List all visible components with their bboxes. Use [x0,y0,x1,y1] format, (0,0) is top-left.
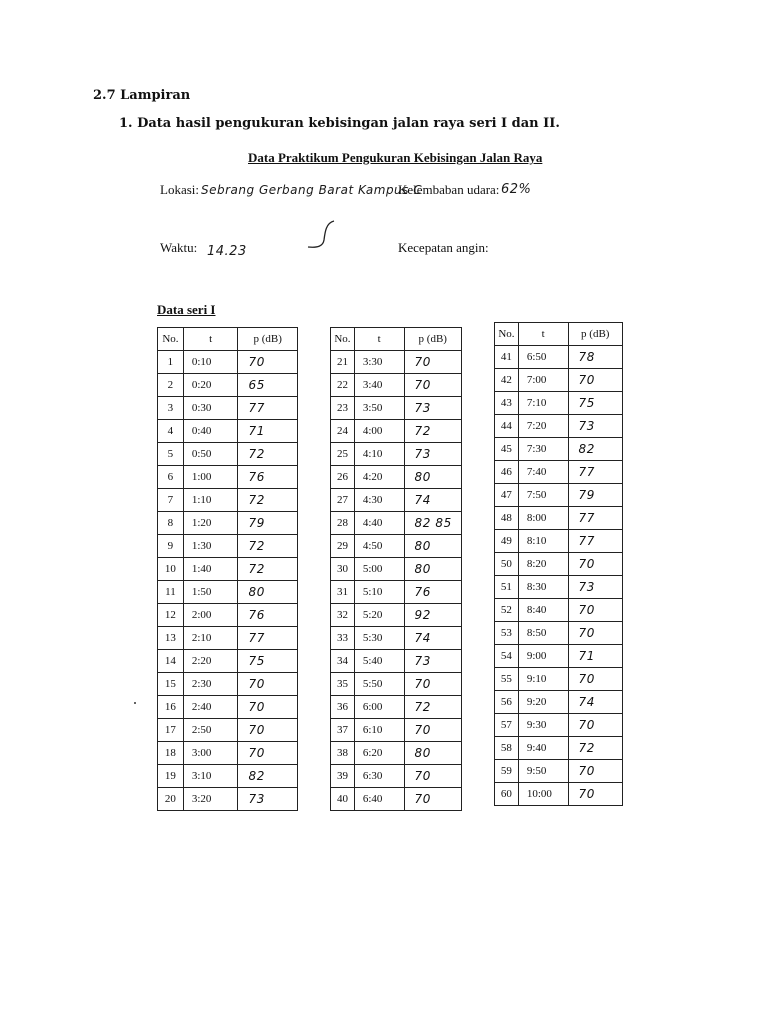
table-row [331,351,462,374]
table-row [158,374,298,397]
row-noise-level: 73 [568,415,622,438]
row-number: 15 [158,673,184,696]
row-time: 9:10 [518,668,568,691]
row-time: 2:00 [183,604,238,627]
header-no: No. [331,328,355,351]
row-number: 34 [331,650,355,673]
row-number: 24 [331,420,355,443]
row-number: 17 [158,719,184,742]
row-number: 43 [495,392,519,415]
table-row [331,443,462,466]
row-noise-level: 65 [238,374,298,397]
row-number: 53 [495,622,519,645]
row-noise-level: 70 [404,673,462,696]
table-row [158,650,298,673]
row-noise-level: 80 [404,742,462,765]
row-time: 5:50 [354,673,404,696]
stray-mark [134,702,136,704]
table-row [495,507,623,530]
row-noise-level: 70 [568,622,622,645]
row-noise-level: 72 [238,558,298,581]
table-row [495,783,623,806]
row-noise-level: 79 [238,512,298,535]
row-noise-level: 80 [238,581,298,604]
row-noise-level: 71 [238,420,298,443]
row-number: 12 [158,604,184,627]
table-row [331,742,462,765]
row-noise-level: 82 [568,438,622,461]
row-noise-level: 79 [568,484,622,507]
table-row [158,673,298,696]
row-number: 58 [495,737,519,760]
table-row [495,438,623,461]
table-row [158,765,298,788]
table-row [158,443,298,466]
row-noise-level: 70 [404,719,462,742]
row-noise-level: 70 [238,351,298,374]
row-noise-level: 82 [238,765,298,788]
row-number: 35 [331,673,355,696]
row-noise-level: 73 [404,397,462,420]
row-time: 5:40 [354,650,404,673]
row-number: 48 [495,507,519,530]
row-time: 5:30 [354,627,404,650]
table-row [495,599,623,622]
table-row [331,535,462,558]
table-row [158,351,298,374]
row-time: 2:50 [183,719,238,742]
row-time: 1:40 [183,558,238,581]
kelembaban-value: 62% [501,182,532,197]
header-t: t [354,328,404,351]
table-row [495,576,623,599]
row-number: 13 [158,627,184,650]
row-noise-level: 72 [568,737,622,760]
table-row [158,627,298,650]
header-p: p (dB) [568,323,622,346]
table-row [331,627,462,650]
row-number: 55 [495,668,519,691]
row-number: 5 [158,443,184,466]
row-number: 49 [495,530,519,553]
kelembaban-label: Kelembaban udara: [398,182,500,197]
row-number: 38 [331,742,355,765]
header-no: No. [495,323,519,346]
row-noise-level: 77 [568,461,622,484]
section-heading: 2.7 Lampiran [93,88,191,103]
kecepatan-angin-label: Kecepatan angin: [398,240,489,255]
row-noise-level: 77 [238,397,298,420]
row-number: 41 [495,346,519,369]
row-number: 4 [158,420,184,443]
table-row [158,604,298,627]
table-row [331,673,462,696]
row-time: 5:20 [354,604,404,627]
row-time: 1:10 [183,489,238,512]
sheet-title: Data Praktikum Pengukuran Kebisingan Jalan Raya [248,150,543,165]
row-noise-level: 70 [568,599,622,622]
lokasi-value: Sebrang Gerbang Barat Kampus C [201,183,423,197]
row-noise-level: 76 [238,604,298,627]
waktu-label: Waktu: [160,240,198,255]
row-number: 59 [495,760,519,783]
table-row [158,558,298,581]
row-noise-level: 76 [238,466,298,489]
table-row [495,530,623,553]
table-row [158,742,298,765]
table-row [158,581,298,604]
row-time: 1:50 [183,581,238,604]
row-number: 14 [158,650,184,673]
row-noise-level: 70 [238,742,298,765]
table-row [495,461,623,484]
row-time: 0:40 [183,420,238,443]
row-number: 29 [331,535,355,558]
table-row [331,558,462,581]
table-row [495,668,623,691]
table-row [331,466,462,489]
row-noise-level: 70 [568,760,622,783]
row-time: 3:50 [354,397,404,420]
row-time: 3:30 [354,351,404,374]
row-time: 6:10 [354,719,404,742]
row-number: 21 [331,351,355,374]
row-number: 8 [158,512,184,535]
row-number: 44 [495,415,519,438]
table-row [158,420,298,443]
row-noise-level: 70 [568,369,622,392]
row-number: 60 [495,783,519,806]
row-number: 1 [158,351,184,374]
row-time: 7:20 [518,415,568,438]
row-number: 22 [331,374,355,397]
row-noise-level: 73 [404,650,462,673]
row-time: 0:50 [183,443,238,466]
header-no: No. [158,328,184,351]
row-time: 4:50 [354,535,404,558]
row-time: 0:30 [183,397,238,420]
row-noise-level: 70 [238,673,298,696]
row-number: 16 [158,696,184,719]
row-number: 40 [331,788,355,811]
table-row [495,392,623,415]
row-number: 57 [495,714,519,737]
row-time: 7:30 [518,438,568,461]
row-noise-level: 73 [404,443,462,466]
row-time: 2:30 [183,673,238,696]
table-row [495,760,623,783]
row-number: 2 [158,374,184,397]
table-row [495,645,623,668]
row-number: 26 [331,466,355,489]
row-time: 4:40 [354,512,404,535]
row-noise-level: 76 [404,581,462,604]
section-subheading: 1. Data hasil pengukuran kebisingan jalan raya seri I dan II. [119,116,560,131]
row-number: 54 [495,645,519,668]
table-row [495,714,623,737]
row-time: 9:00 [518,645,568,668]
row-noise-level: 77 [568,530,622,553]
table-row [158,719,298,742]
row-time: 7:10 [518,392,568,415]
row-time: 8:00 [518,507,568,530]
table-row [331,374,462,397]
table-row [158,535,298,558]
table-row [331,696,462,719]
table-row [495,369,623,392]
row-number: 30 [331,558,355,581]
row-time: 3:00 [183,742,238,765]
header-t: t [183,328,238,351]
table-row [495,484,623,507]
row-noise-level: 71 [568,645,622,668]
row-noise-level: 92 [404,604,462,627]
row-time: 7:50 [518,484,568,507]
row-noise-level: 72 [238,535,298,558]
row-number: 36 [331,696,355,719]
table-row [495,691,623,714]
row-time: 8:50 [518,622,568,645]
waktu-value: 14.23 [207,244,247,259]
row-number: 6 [158,466,184,489]
row-time: 9:20 [518,691,568,714]
table-row [495,737,623,760]
row-number: 20 [158,788,184,811]
row-number: 42 [495,369,519,392]
row-number: 51 [495,576,519,599]
row-number: 10 [158,558,184,581]
row-time: 0:10 [183,351,238,374]
row-number: 32 [331,604,355,627]
row-time: 7:40 [518,461,568,484]
table-row [495,553,623,576]
row-noise-level: 70 [568,714,622,737]
table-row [331,765,462,788]
table-row [158,512,298,535]
row-noise-level: 74 [404,627,462,650]
row-time: 10:00 [518,783,568,806]
table-row [331,489,462,512]
row-number: 56 [495,691,519,714]
row-noise-level: 72 [404,420,462,443]
table-row [158,397,298,420]
table-row [331,397,462,420]
row-number: 33 [331,627,355,650]
row-number: 50 [495,553,519,576]
row-time: 8:30 [518,576,568,599]
row-noise-level: 70 [568,553,622,576]
table-row [331,650,462,673]
table-row [495,346,623,369]
row-time: 4:10 [354,443,404,466]
row-noise-level: 70 [404,374,462,397]
row-noise-level: 75 [238,650,298,673]
row-noise-level: 72 [238,443,298,466]
row-noise-level: 75 [568,392,622,415]
row-time: 4:00 [354,420,404,443]
table-row [495,622,623,645]
row-time: 2:20 [183,650,238,673]
row-noise-level: 80 [404,466,462,489]
row-time: 9:30 [518,714,568,737]
row-noise-level: 72 [404,696,462,719]
table-row [331,604,462,627]
row-noise-level: 73 [568,576,622,599]
row-number: 9 [158,535,184,558]
row-noise-level: 77 [568,507,622,530]
header-t: t [518,323,568,346]
row-time: 1:30 [183,535,238,558]
table-row [331,420,462,443]
row-number: 47 [495,484,519,507]
row-number: 45 [495,438,519,461]
row-time: 0:20 [183,374,238,397]
row-time: 8:40 [518,599,568,622]
row-number: 27 [331,489,355,512]
lokasi-label: Lokasi: [160,182,199,197]
row-noise-level: 74 [404,489,462,512]
table-row [158,696,298,719]
table-row [158,466,298,489]
row-time: 4:30 [354,489,404,512]
row-time: 1:00 [183,466,238,489]
row-noise-level: 78 [568,346,622,369]
row-time: 3:20 [183,788,238,811]
row-number: 18 [158,742,184,765]
row-number: 37 [331,719,355,742]
row-number: 25 [331,443,355,466]
row-number: 46 [495,461,519,484]
handwritten-stroke [304,218,338,252]
row-time: 4:20 [354,466,404,489]
data-table-2 [330,327,462,811]
table-row [331,719,462,742]
table-row [331,581,462,604]
row-time: 5:10 [354,581,404,604]
row-number: 3 [158,397,184,420]
row-noise-level: 70 [404,351,462,374]
row-noise-level: 70 [568,668,622,691]
row-time: 1:20 [183,512,238,535]
row-time: 8:20 [518,553,568,576]
data-table-1 [157,327,298,811]
row-number: 19 [158,765,184,788]
table-row [158,489,298,512]
row-time: 6:30 [354,765,404,788]
row-noise-level: 80 [404,558,462,581]
row-time: 9:50 [518,760,568,783]
table-row [331,512,462,535]
table-row [331,788,462,811]
row-noise-level: 74 [568,691,622,714]
table-row [158,788,298,811]
row-time: 6:40 [354,788,404,811]
row-noise-level: 70 [404,765,462,788]
table-row [495,415,623,438]
row-time: 6:00 [354,696,404,719]
header-p: p (dB) [238,328,298,351]
row-time: 2:10 [183,627,238,650]
row-time: 3:40 [354,374,404,397]
series-title: Data seri I [157,302,216,317]
row-number: 23 [331,397,355,420]
row-noise-level: 73 [238,788,298,811]
row-time: 7:00 [518,369,568,392]
row-number: 39 [331,765,355,788]
row-noise-level: 70 [568,783,622,806]
row-number: 52 [495,599,519,622]
row-noise-level: 70 [404,788,462,811]
row-number: 7 [158,489,184,512]
header-p: p (dB) [404,328,462,351]
row-time: 3:10 [183,765,238,788]
data-table-3 [494,322,623,806]
row-noise-level: 70 [238,696,298,719]
row-noise-level: 80 [404,535,462,558]
row-noise-level: 70 [238,719,298,742]
row-noise-level: 72 [238,489,298,512]
row-time: 8:10 [518,530,568,553]
row-time: 5:00 [354,558,404,581]
row-number: 28 [331,512,355,535]
row-noise-level: 82 85 [404,512,462,535]
row-number: 31 [331,581,355,604]
row-time: 6:50 [518,346,568,369]
row-noise-level: 77 [238,627,298,650]
row-number: 11 [158,581,184,604]
row-time: 2:40 [183,696,238,719]
row-time: 6:20 [354,742,404,765]
row-time: 9:40 [518,737,568,760]
